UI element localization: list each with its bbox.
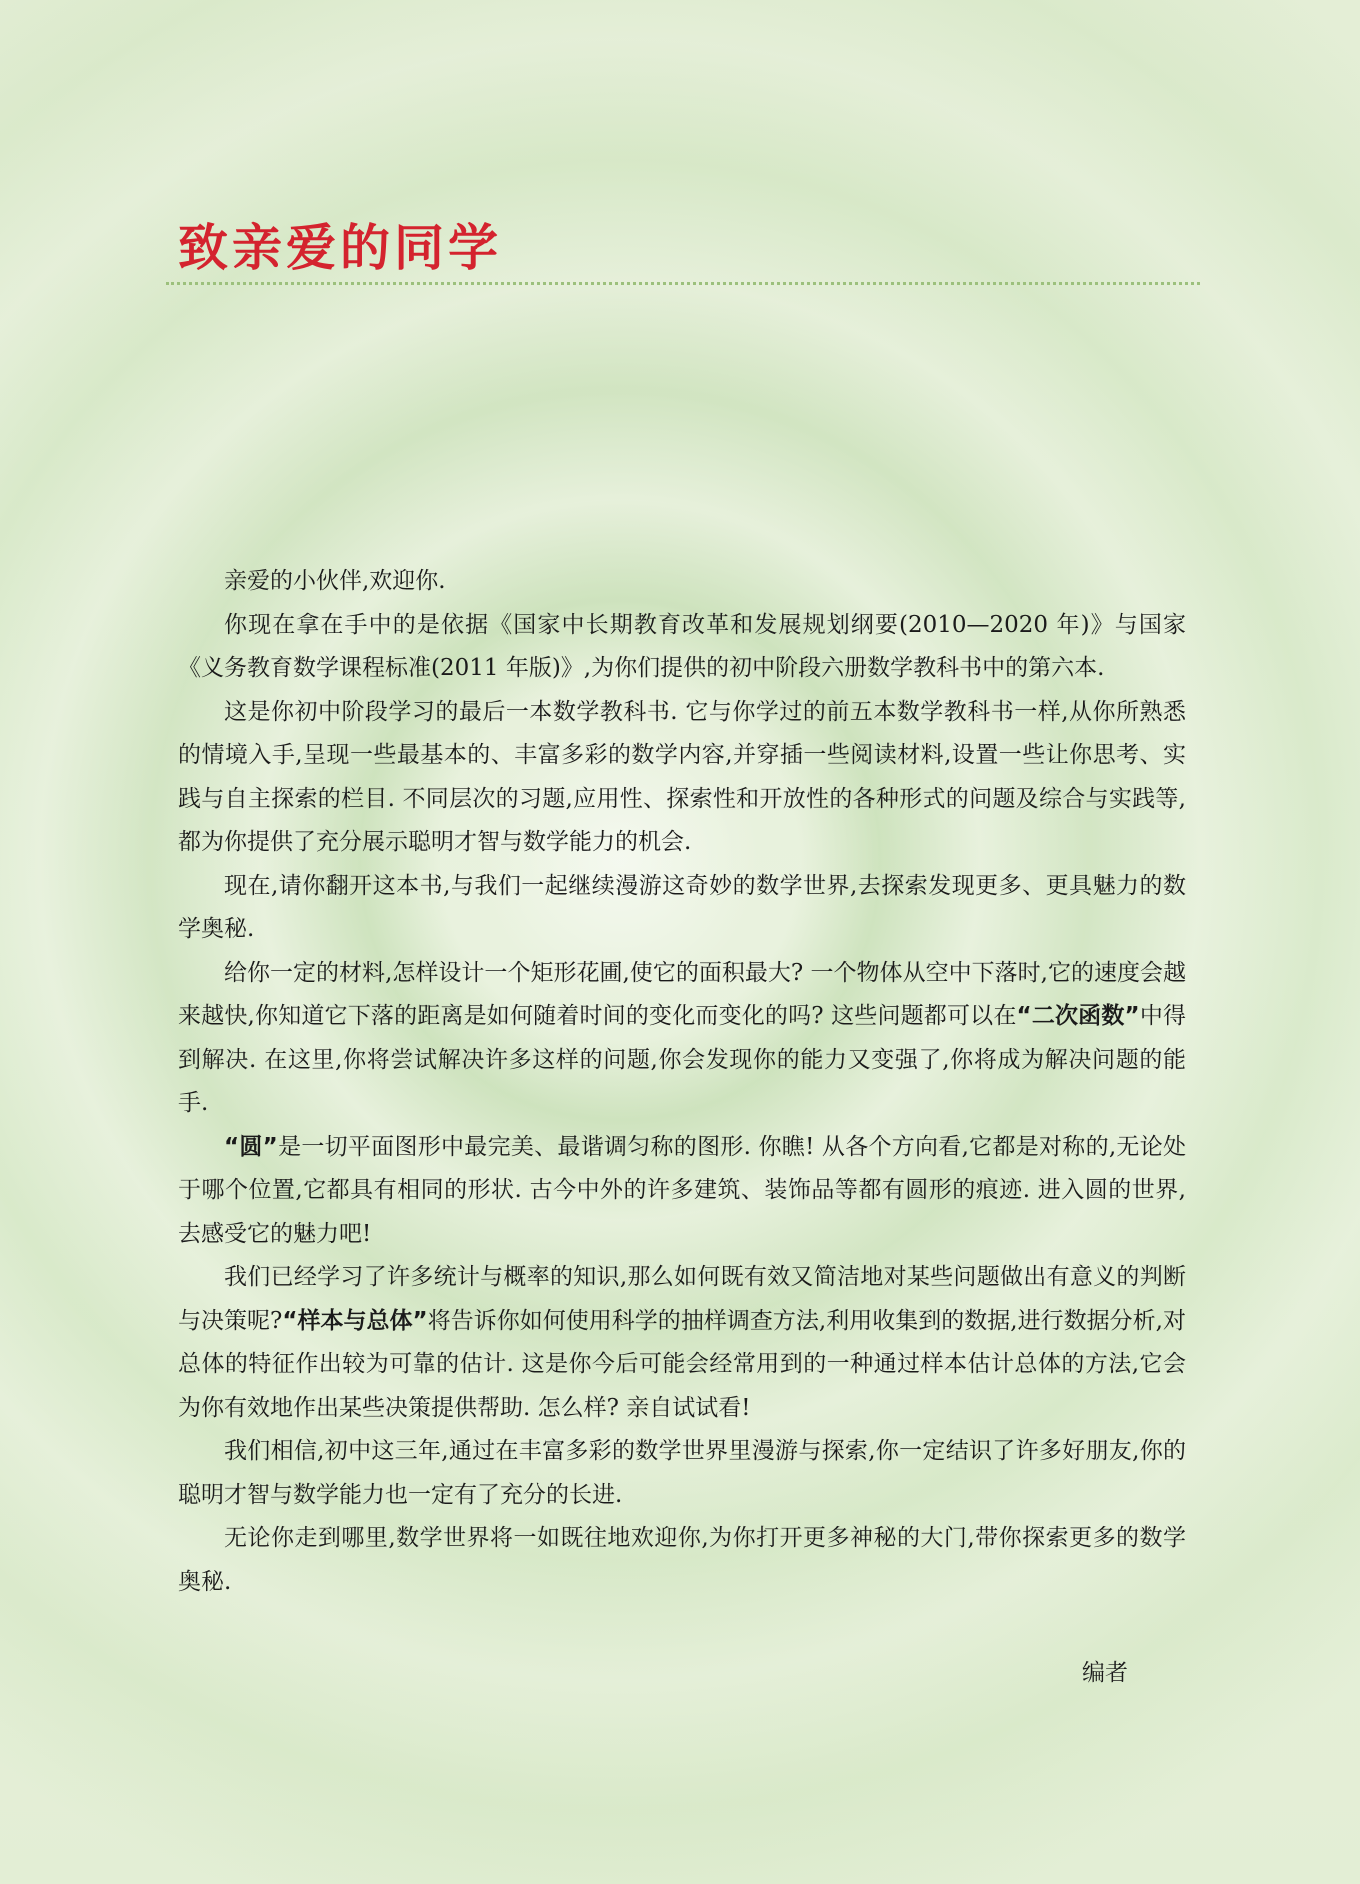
paragraph-three-years: 我们相信,初中这三年,通过在丰富多彩的数学世界里漫游与探索,你一定结识了许多好朋友,你的聪明才智与数学能力也一定有了充分的长进. <box>178 1438 1186 1508</box>
page-title: 致亲爱的同学 <box>178 218 502 277</box>
paragraph-greeting: 亲爱的小伙伴,欢迎你. <box>224 568 446 594</box>
paragraph-quadratic-function <box>178 952 1186 1126</box>
paragraph-closing: 无论你走到哪里,数学世界将一如既往地欢迎你,为你打开更多神秘的大门,带你探索更多的数学奥秘. <box>178 1525 1186 1595</box>
paragraph-last-textbook: 这是你初中阶段学习的最后一本数学教科书. 它与你学过的前五本数学教科书一样,从你所熟悉的情境入手,呈现一些最基本的、丰富多彩的数学内容,并穿插一些阅读材料,设置一些让你思考、实践与自主探索的栏目. 不同层次的习题,应用性、探索性和开放性的各种形式的问题及综合与实践等,都为你提供了充分展示聪明才智与数学能力的机会. <box>178 698 1186 855</box>
paragraph-textbook-intro: 你现在拿在手中的是依据《国家中长期教育改革和发展规划纲要(2010—2020 年)》与国家《义务教育数学课程标准(2011 年版)》,为你们提供的初中阶段六册数学教科书中的第六本. <box>178 611 1186 681</box>
topic-circle: “圆” <box>224 1133 278 1160</box>
text-segment: 给你一定的材料,怎样设计一个矩形花圃,使它的面积最大? 一个物体从空中下落时,它的速度会越来越快,你知道它下落的距离是如何随着时间的变化而变化的吗? 这些问题都可以在 <box>178 959 1186 1029</box>
text-segment: 将告诉你如何使用科学的抽样调查方法,利用收集到的数据,进行数据分析,对总体的特征作出较为可靠的估计. 这是你今后可能会经常用到的一种通过样本估计总体的方法,它会为你有效地作出某些决策提供帮助. 怎么样? 亲自试试看! <box>178 1307 1186 1421</box>
title-dotted-rule <box>166 282 1200 285</box>
paragraph-sample-population <box>178 1256 1186 1430</box>
text-segment: 中得到解决. 在这里,你将尝试解决许多这样的问题,你会发现你的能力又变强了,你将成为解决问题的能手. <box>178 1003 1187 1116</box>
signature-editor: 编者 <box>1082 1660 1128 1686</box>
paragraph-circle <box>178 1126 1186 1257</box>
paragraph-invitation: 现在,请你翻开这本书,与我们一起继续漫游这奇妙的数学世界,去探索发现更多、更具魅力的数学奥秘. <box>178 872 1186 942</box>
text-segment: 是一切平面图形中最完美、最谐调匀称的图形. 你瞧! 从各个方向看,它都是对称的,无论处于哪个位置,它都具有相同的形状. 古今中外的许多建筑、装饰品等都有圆形的痕迹. 进入圆的世界,去感受它的魅力吧! <box>178 1133 1186 1247</box>
text-segment: 我们已经学习了许多统计与概率的知识,那么如何既有效又简洁地对某些问题做出有意义的判断与决策呢? <box>178 1264 1186 1334</box>
letter-body <box>178 560 1186 1604</box>
topic-quadratic-function: “二次函数” <box>1016 1003 1140 1029</box>
topic-sample-population: “样本与总体” <box>282 1307 428 1334</box>
